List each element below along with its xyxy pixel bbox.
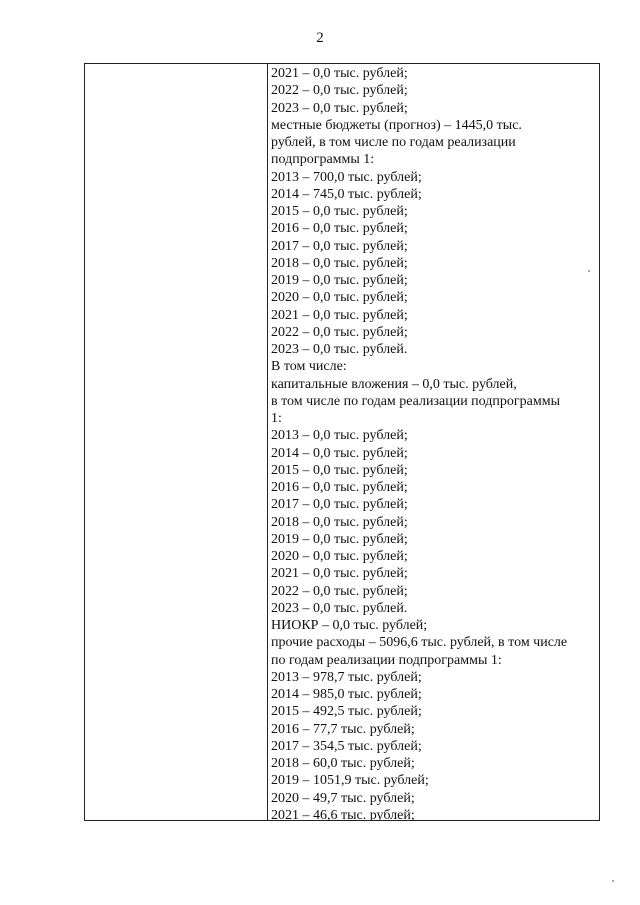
table-line: 2023 – 0,0 тыс. рублей. bbox=[271, 600, 408, 616]
table-line: 2013 – 700,0 тыс. рублей; bbox=[271, 169, 422, 185]
table-line: 2016 – 0,0 тыс. рублей; bbox=[271, 480, 408, 495]
table-line: В том числе: bbox=[271, 359, 347, 375]
table-line: 2015 – 492,5 тыс. рублей; bbox=[271, 704, 422, 720]
table-line: 2016 – 0,0 тыс. рублей; bbox=[271, 221, 408, 237]
table-line: 1: bbox=[271, 411, 282, 426]
table-line: 2017 – 0,0 тыс. рублей; bbox=[271, 238, 408, 254]
table-line: 2020 – 0,0 тыс. рублей; bbox=[271, 549, 408, 564]
table-line: 2018 – 0,0 тыс. рублей; bbox=[271, 255, 408, 271]
table-line: 2014 – 0,0 тыс. рублей; bbox=[271, 445, 408, 461]
table-left-cell bbox=[85, 64, 267, 820]
table-line: 2014 – 985,0 тыс. рублей; bbox=[271, 687, 422, 702]
table-line: 2018 – 60,0 тыс. рублей; bbox=[271, 756, 415, 771]
table-line: 2021 – 0,0 тыс. рублей; bbox=[271, 566, 408, 582]
table-line: в том числе по годам реализации подпрограммы bbox=[271, 393, 560, 409]
table-line: рублей, в том числе по годам реализации bbox=[271, 135, 516, 150]
table-line: 2017 – 0,0 тыс. рублей; bbox=[271, 497, 408, 513]
table-line: по годам реализации подпрограммы 1: bbox=[271, 652, 502, 668]
table-frame bbox=[84, 63, 600, 821]
table-line: НИОКР – 0,0 тыс. рублей; bbox=[271, 618, 428, 633]
table-line: прочие расходы – 5096,6 тыс. рублей, в том числе bbox=[271, 635, 568, 651]
table-line: 2023 – 0,0 тыс. рублей; bbox=[271, 100, 408, 116]
column-divider bbox=[267, 64, 268, 820]
table-line: 2015 – 0,0 тыс. рублей; bbox=[271, 462, 408, 478]
table-line: 2013 – 0,0 тыс. рублей; bbox=[271, 428, 408, 444]
scan-speck bbox=[588, 270, 590, 272]
table-line: 2019 – 1051,9 тыс. рублей; bbox=[271, 773, 429, 789]
table-line: 2019 – 0,0 тыс. рублей; bbox=[271, 531, 408, 547]
table-line: 2015 – 0,0 тыс. рублей; bbox=[271, 204, 408, 219]
page-number: 2 bbox=[316, 30, 324, 46]
table-line: 2017 – 354,5 тыс. рублей; bbox=[271, 738, 422, 754]
table-line: местные бюджеты (прогноз) – 1445,0 тыс. bbox=[271, 117, 522, 133]
scan-speck bbox=[612, 880, 614, 882]
table-line: 2022 – 0,0 тыс. рублей; bbox=[271, 583, 408, 599]
table-line: 2018 – 0,0 тыс. рублей; bbox=[271, 514, 408, 530]
table-line: 2022 – 0,0 тыс. рублей; bbox=[271, 324, 408, 340]
table-line: 2023 – 0,0 тыс. рублей. bbox=[271, 342, 408, 357]
table-line: 2021 – 0,0 тыс. рублей; bbox=[271, 307, 408, 323]
table-right-cell bbox=[271, 65, 597, 821]
table-line: 2020 – 49,7 тыс. рублей; bbox=[271, 790, 415, 806]
table-line: 2019 – 0,0 тыс. рублей; bbox=[271, 273, 408, 288]
table-line: подпрограммы 1: bbox=[271, 152, 375, 168]
table-line: 2013 – 978,7 тыс. рублей; bbox=[271, 669, 422, 685]
table-line: 2021 – 0,0 тыс. рублей; bbox=[271, 66, 408, 81]
table-line: 2014 – 745,0 тыс. рублей; bbox=[271, 186, 422, 202]
table-line: капитальные вложения – 0,0 тыс. рублей, bbox=[271, 376, 517, 392]
table-line: 2021 – 46,6 тыс. рублей; bbox=[271, 807, 415, 821]
table-line: 2020 – 0,0 тыс. рублей; bbox=[271, 290, 408, 306]
table-line: 2016 – 77,7 тыс. рублей; bbox=[271, 721, 415, 737]
table-line: 2022 – 0,0 тыс. рублей; bbox=[271, 83, 408, 99]
